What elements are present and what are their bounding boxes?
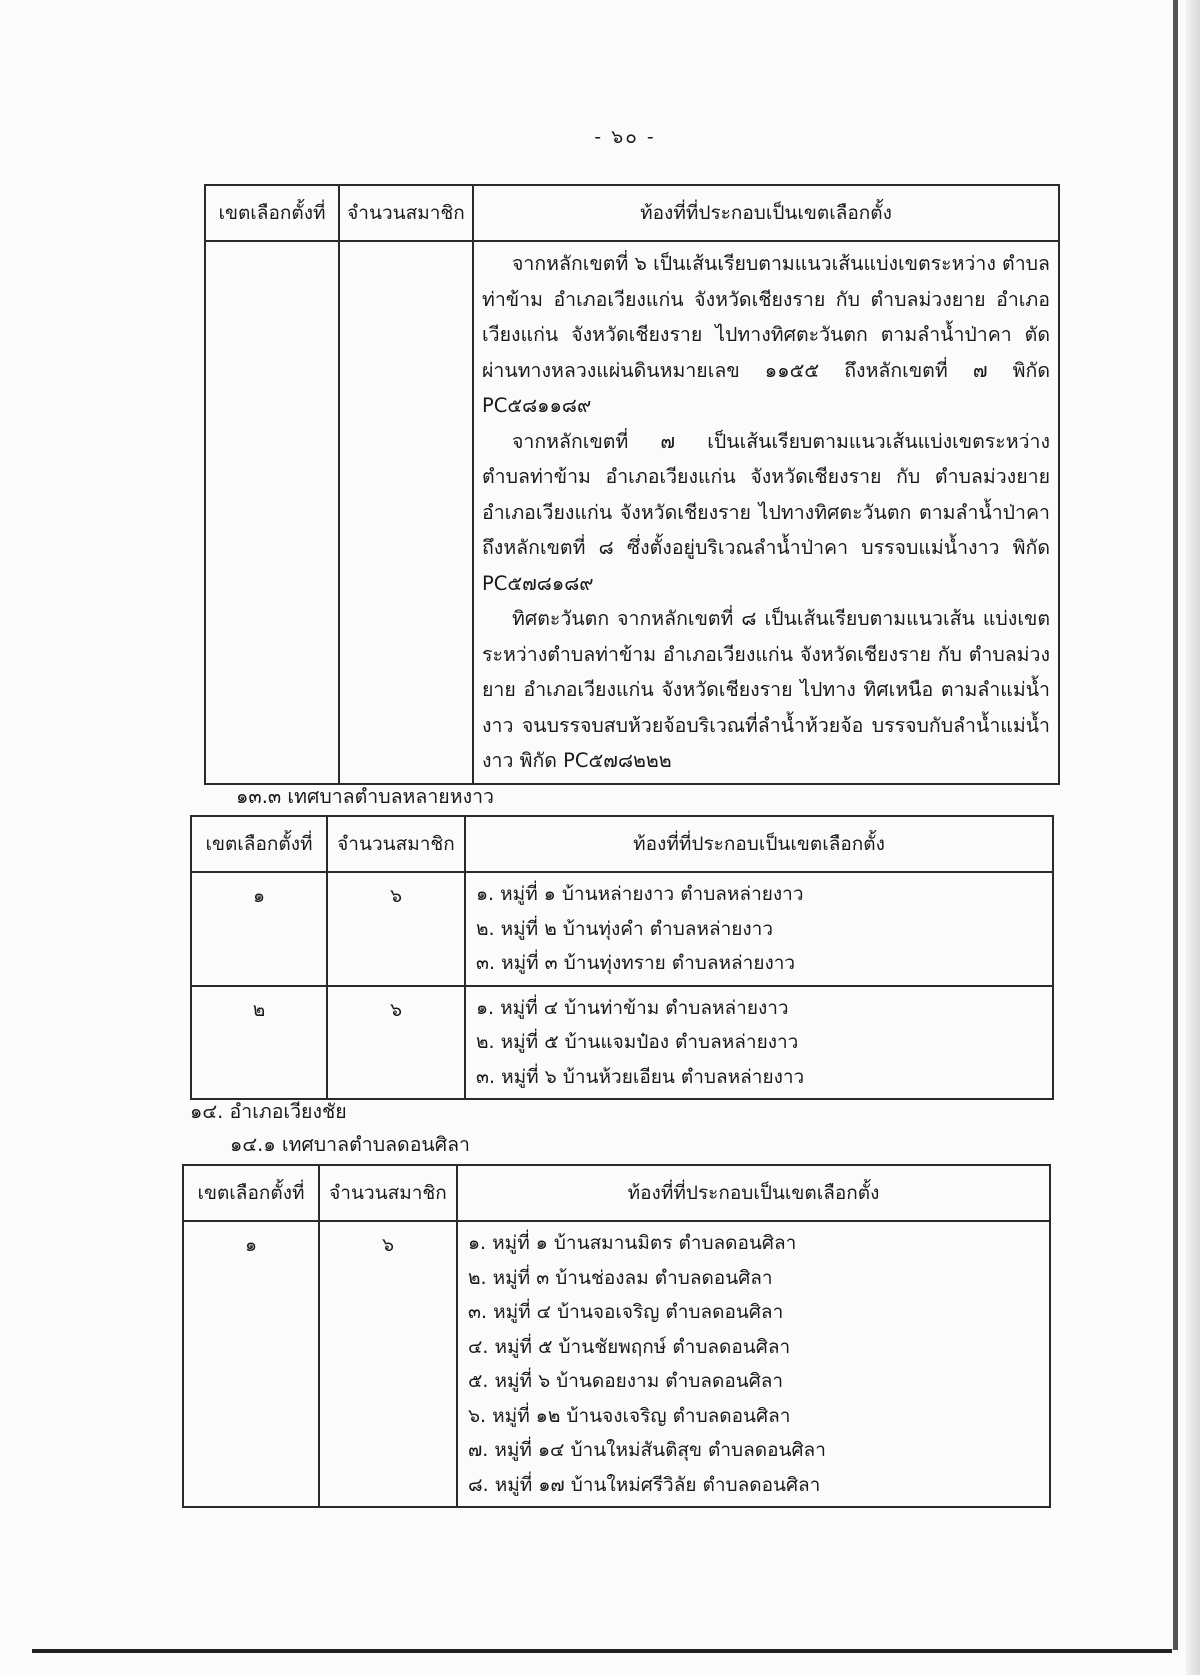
member-count: ๖ [319, 1221, 457, 1507]
zone-number: ๒ [191, 986, 327, 1100]
list-item: ๗. หมู่ที่ ๑๔ บ้านใหม่สันติสุข ตำบลดอนศิลา [468, 1439, 826, 1461]
list-item: ๖. หมู่ที่ ๑๒ บ้านจงเจริญ ตำบลดอนศิลา [468, 1404, 791, 1427]
header-zone: เขตเลือกตั้งที่ [183, 1165, 319, 1221]
table-row [191, 872, 1053, 986]
list-item: ๒. หมู่ที่ ๒ บ้านทุ่งคำ ตำบลหล่ายงาว [476, 917, 774, 940]
list-item: ๓. หมู่ที่ ๖ บ้านห้วยเอียน ตำบลหล่ายงาว [476, 1065, 805, 1088]
header-area: ท้องที่ที่ประกอบเป็นเขตเลือกตั้ง [457, 1165, 1050, 1221]
section-heading: ๑๓.๓ เทศบาลตำบลหลายหงาว [236, 785, 495, 808]
member-count: ๖ [327, 986, 465, 1100]
list-item: ๘. หมู่ที่ ๑๗ บ้านใหม่ศรีวิลัย ตำบลดอนศิลา [468, 1473, 821, 1496]
header-members: จำนวนสมาชิก [327, 816, 465, 872]
header-area: ท้องที่ที่ประกอบเป็นเขตเลือกตั้ง [473, 185, 1059, 241]
list-item: ๒. หมู่ที่ ๕ บ้านแจมป๋อง ตำบลหล่ายงาว [476, 1031, 799, 1053]
header-area: ท้องที่ที่ประกอบเป็นเขตเลือกตั้ง [465, 816, 1053, 872]
table-row [183, 1221, 1050, 1507]
boundary-paragraph: จากหลักเขตที่ ๖ เป็นเส้นเรียบตามแนวเส้นแบ่งเขตระหว่าง ตำบลท่าข้าม อำเภอเวียงแก่น จังหวัดเชียงราย กับ ตำบลม่วงยาย อำเภอเวียงแก่น จังหวัดเชียงราย ไปทางทิศตะวันตก ตามลำน้ำป่าคา ตัดผ่านทางหลวงแผ่นดินหมายเลข ๑๑๕๕ ถึงหลักเขตที่ ๗ พิกัด PC๕๘๑๑๘๙ [482, 252, 1050, 417]
page-edge-shadow [1186, 0, 1200, 1675]
members-cell [339, 241, 473, 784]
header-members: จำนวนสมาชิก [339, 185, 473, 241]
zone-number: ๑ [183, 1221, 319, 1507]
zone-table-lai-ngao [190, 815, 1054, 1100]
page-bottom-rule [32, 1649, 1172, 1653]
header-zone: เขตเลือกตั้งที่ [205, 185, 339, 241]
list-item: ๓. หมู่ที่ ๔ บ้านจอเจริญ ตำบลดอนศิลา [468, 1301, 784, 1323]
boundary-paragraph: ทิศตะวันตก จากหลักเขตที่ ๘ เป็นเส้นเรียบตามแนวเส้น แบ่งเขตระหว่างตำบลท่าข้าม อำเภอเวียงแก่น จังหวัดเชียงราย กับ ตำบลม่วงยาย อำเภอเวียงแก่น จังหวัดเชียงราย ไปทาง ทิศเหนือ ตามลำแม่น้ำงาว จนบรรจบสบห้วยจ้อบริเวณที่ลำน้ำห้วยจ้อ บรรจบกับลำน้ำแม่น้ำงาว พิกัด PC๕๗๘๒๒๒ [482, 607, 1050, 772]
zone-cell [205, 241, 339, 784]
zone-table-don-sila [182, 1164, 1051, 1508]
page-number: - ๖๐ - [594, 126, 656, 148]
header-zone: เขตเลือกตั้งที่ [191, 816, 327, 872]
boundary-paragraph: จากหลักเขตที่ ๗ เป็นเส้นเรียบตามแนวเส้นแบ่งเขตระหว่าง ตำบลท่าข้าม อำเภอเวียงแก่น จังหวัดเชียงราย กับ ตำบลม่วงยาย อำเภอเวียงแก่น จังหวัดเชียงราย ไปทางทิศตะวันตก ตามลำน้ำป่าคา ถึงหลักเขตที่ ๘ ซึ่งตั้งอยู่บริเวณลำน้ำป่าคา บรรจบแม่น้ำงาว พิกัด PC๕๗๘๑๘๙ [482, 429, 1050, 595]
list-item: ๕. หมู่ที่ ๖ บ้านดอยงาม ตำบลดอนศิลา [468, 1370, 784, 1392]
district-heading: ๑๔. อำเภอเวียงชัย [190, 1100, 347, 1123]
list-item: ๑. หมู่ที่ ๔ บ้านท่าข้าม ตำบลหล่ายงาว [476, 996, 789, 1019]
village-list [465, 986, 1053, 1100]
page-edge-line [1173, 0, 1178, 1650]
zone-number: ๑ [191, 872, 327, 986]
member-count: ๖ [327, 872, 465, 986]
boundary-description [473, 241, 1059, 784]
boundary-table [204, 184, 1060, 785]
list-item: ๓. หมู่ที่ ๓ บ้านทุ่งทราย ตำบลหล่ายงาว [476, 952, 796, 974]
village-list [465, 872, 1053, 986]
village-list [457, 1221, 1050, 1507]
list-item: ๑. หมู่ที่ ๑ บ้านหล่ายงาว ตำบลหล่ายงาว [476, 883, 804, 905]
list-item: ๔. หมู่ที่ ๕ บ้านชัยพฤกษ์ ตำบลดอนศิลา [468, 1335, 791, 1358]
list-item: ๑. หมู่ที่ ๑ บ้านสมานมิตร ตำบลดอนศิลา [468, 1232, 797, 1254]
list-item: ๒. หมู่ที่ ๓ บ้านช่องลม ตำบลดอนศิลา [468, 1266, 773, 1289]
table-row [191, 986, 1053, 1100]
section-heading: ๑๔.๑ เทศบาลตำบลดอนศิลา [230, 1133, 471, 1156]
header-members: จำนวนสมาชิก [319, 1165, 457, 1221]
